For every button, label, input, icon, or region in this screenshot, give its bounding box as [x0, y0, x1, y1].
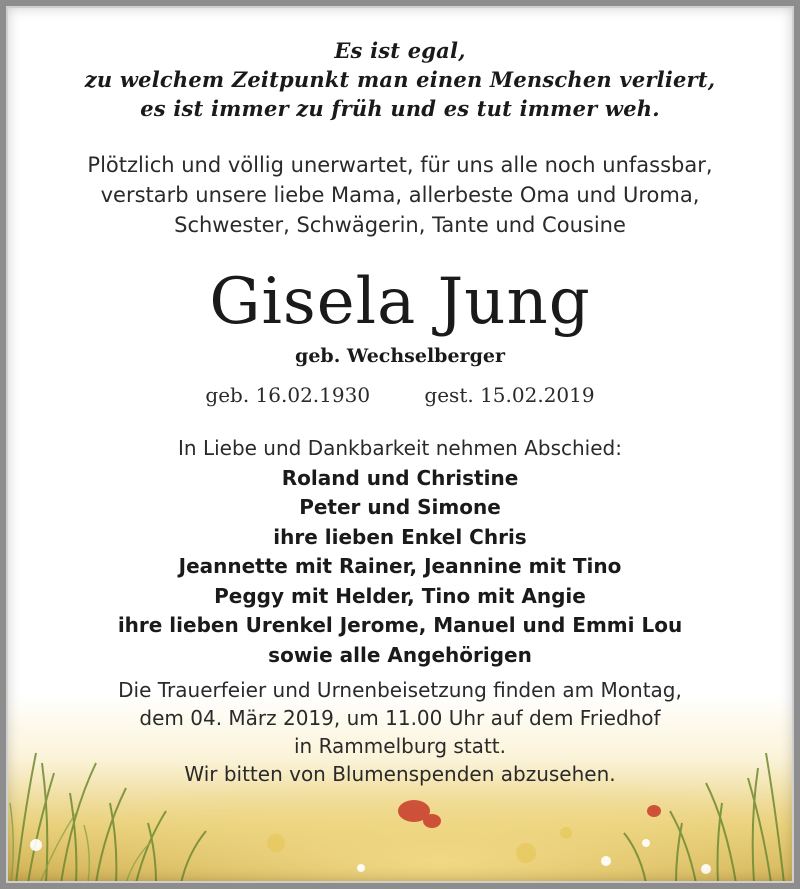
ceremony-line: in Rammelburg statt. — [294, 734, 506, 758]
mourner-entry: Peggy mit Helder, Tino mit Angie — [214, 583, 586, 608]
ceremony-line: Wir bitten von Blumenspenden abzusehen. — [184, 762, 616, 786]
motto-line: es ist immer zu früh und es tut immer weh. — [140, 96, 660, 121]
intro-line: verstarb unsere liebe Mama, allerbeste Oma und Uroma, — [100, 183, 700, 207]
life-dates — [0, 380, 800, 410]
maiden-name: geb. Wechselberger — [295, 345, 505, 367]
motto-line: zu welchem Zeitpunkt man einen Menschen verliert, — [84, 67, 716, 92]
ceremony-line: Die Trauerfeier und Urnenbeisetzung finden am Montag, — [118, 678, 682, 702]
mourner-entry: sowie alle Angehörigen — [268, 642, 532, 667]
birth-date: geb. 16.02.1930 — [205, 383, 371, 407]
mourners-lead: In Liebe und Dankbarkeit nehmen Abschied: — [178, 436, 622, 460]
mourners-section — [0, 434, 800, 670]
motto-quote — [0, 36, 800, 123]
mourner-entry: Peter und Simone — [299, 495, 501, 519]
death-date: gest. 15.02.2019 — [424, 383, 595, 407]
mourners-list — [0, 464, 800, 671]
ceremony-details — [0, 676, 800, 788]
mourner-entry: ihre lieben Enkel Chris — [273, 524, 527, 549]
deceased-name: Gisela Jung — [209, 265, 591, 339]
mourner-entry: ihre lieben Urenkel Jerome, Manuel und Emmi Lou — [117, 613, 683, 637]
motto-line: Es ist egal, — [334, 38, 466, 63]
mourner-entry: Roland und Christine — [281, 465, 519, 490]
intro-text — [0, 150, 800, 240]
mourner-entry: Jeannette mit Rainer, Jeannine mit Tino — [178, 554, 622, 578]
ceremony-line: dem 04. März 2019, um 11.00 Uhr auf dem Friedhof — [139, 706, 661, 730]
intro-line: Schwester, Schwägerin, Tante und Cousine — [174, 213, 626, 237]
intro-line: Plötzlich und völlig unerwartet, für uns alle noch unfassbar, — [87, 153, 713, 177]
